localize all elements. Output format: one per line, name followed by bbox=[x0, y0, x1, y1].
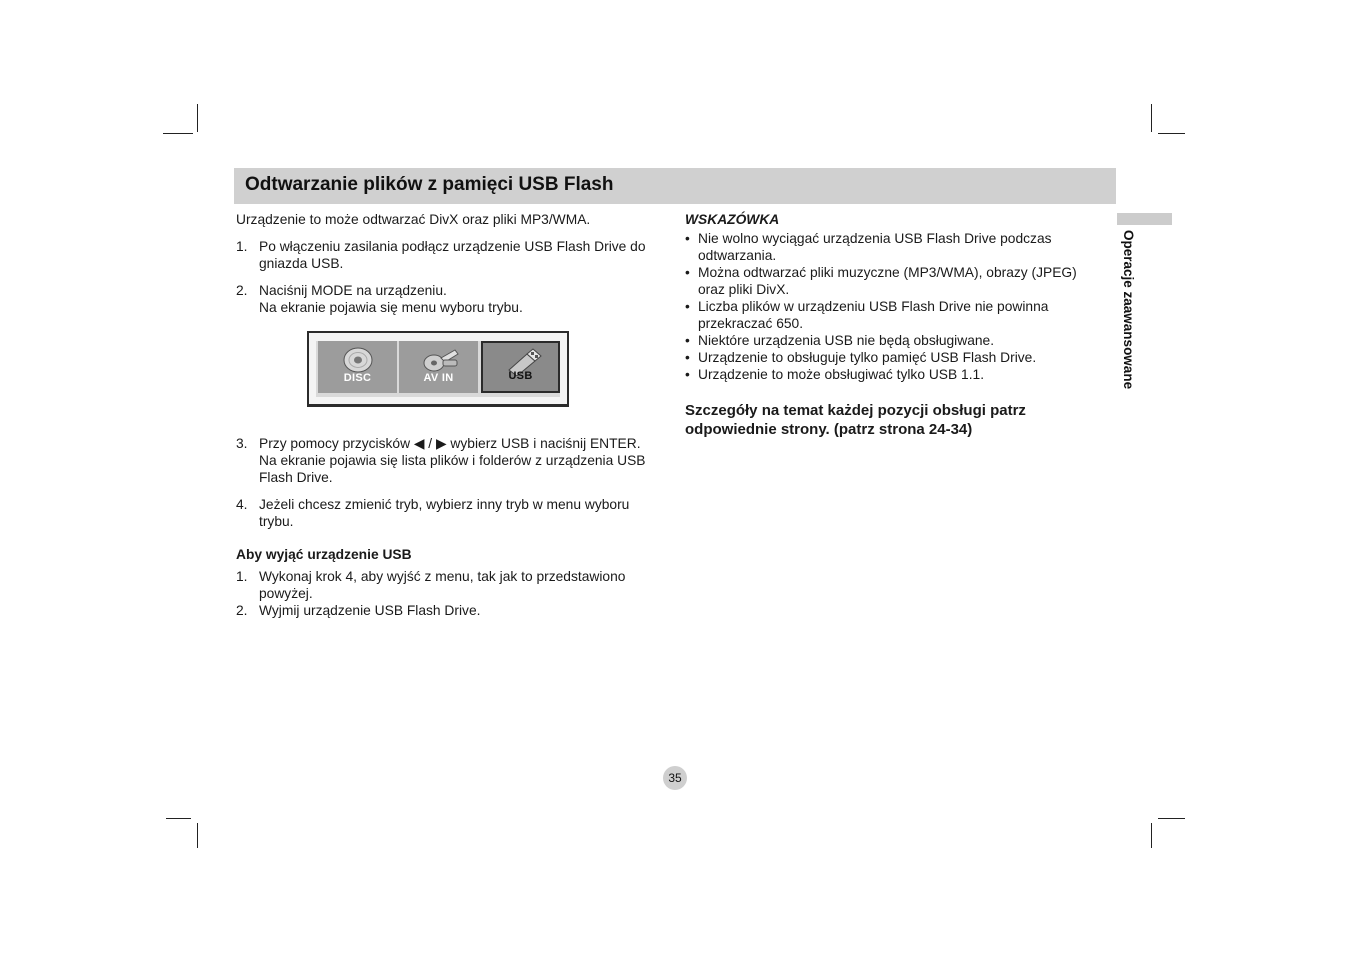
tip-bullet: • Liczba plików w urządzeniu USB Flash Drive nie powinna przekraczać 650. bbox=[685, 298, 1099, 332]
tip-bullet: • Można odtwarzać pliki muzyczne (MP3/WMA), obrazy (JPEG) oraz pliki DivX. bbox=[685, 264, 1099, 298]
step-text: Przy pomocy przycisków ◀ / ▶ wybierz USB i naciśnij ENTER. bbox=[259, 436, 641, 451]
menu-item-label: DISC bbox=[343, 372, 372, 384]
step-text: Po włączeniu zasilania podłącz urządzenie USB Flash Drive do gniazda USB. bbox=[259, 239, 646, 271]
tip-heading: WSKAZÓWKA bbox=[685, 212, 780, 227]
list-item bbox=[236, 602, 666, 619]
menu-item-av-in[interactable] bbox=[399, 341, 478, 393]
step-text: Naciśnij MODE na urządzeniu. bbox=[259, 283, 447, 298]
step-number: 1. bbox=[236, 569, 248, 584]
left-column bbox=[236, 211, 666, 619]
crop-mark bbox=[1151, 823, 1152, 848]
remove-usb-heading: Aby wyjąć urządzenie USB bbox=[236, 547, 412, 562]
crop-mark bbox=[197, 104, 198, 132]
crop-mark bbox=[1151, 104, 1152, 132]
list-item bbox=[236, 568, 666, 602]
page-title: Odtwarzanie plików z pamięci USB Flash bbox=[245, 174, 614, 195]
crop-mark bbox=[1158, 133, 1185, 134]
crop-mark bbox=[197, 823, 198, 848]
side-tab-marker bbox=[1117, 213, 1172, 225]
tip-bullet: • Nie wolno wyciągać urządzenia USB Flash Drive podczas odtwarzania. bbox=[685, 230, 1099, 264]
step-text: Wykonaj krok 4, aby wyjść z menu, tak jak to przedstawiono powyżej. bbox=[259, 569, 626, 601]
menu-item-disc[interactable] bbox=[318, 341, 397, 393]
step-number: 1. bbox=[236, 239, 248, 254]
section-header bbox=[234, 168, 1116, 204]
tip-bullet: • Urządzenie to może obsługiwać tylko USB 1.1. bbox=[685, 366, 1099, 383]
reference-note: Szczegóły na temat każdej pozycji obsługi patrz odpowiednie strony. (patrz strona 24-34) bbox=[685, 402, 1026, 438]
step-text-continued: Na ekranie pojawia się menu wyboru trybu. bbox=[259, 300, 523, 315]
menu-item-usb-selected[interactable] bbox=[481, 341, 560, 393]
step-number: 2. bbox=[236, 603, 248, 618]
crop-mark bbox=[1158, 818, 1185, 819]
intro-text: Urządzenie to może odtwarzać DivX oraz pliki MP3/WMA. bbox=[236, 212, 591, 227]
menu-item-label: USB bbox=[508, 370, 533, 382]
step-number: 3. bbox=[236, 436, 248, 451]
step-text: Jeżeli chcesz zmienić tryb, wybierz inny tryb w menu wyboru trybu. bbox=[259, 497, 630, 529]
menu-item-label: AV IN bbox=[423, 372, 454, 384]
step-text: Wyjmij urządzenie USB Flash Drive. bbox=[259, 603, 481, 618]
tip-bullet: • Niektóre urządzenia USB nie będą obsługiwane. bbox=[685, 332, 1099, 349]
tip-bullet: • Urządzenie to obsługuje tylko pamięć USB Flash Drive. bbox=[685, 349, 1099, 366]
mode-selection-menu bbox=[307, 331, 569, 407]
list-item bbox=[236, 238, 666, 272]
crop-mark bbox=[166, 818, 191, 819]
list-item bbox=[236, 282, 666, 316]
step-number: 4. bbox=[236, 497, 248, 512]
right-column bbox=[685, 211, 1099, 439]
step-number: 2. bbox=[236, 283, 248, 298]
page-number: 35 bbox=[663, 766, 687, 790]
crop-mark bbox=[163, 133, 193, 134]
list-item bbox=[236, 435, 666, 486]
side-section-label: Operacje zaawansowane bbox=[1121, 230, 1136, 390]
step-text-continued: Na ekranie pojawia się lista plików i folderów z urządzenia USB Flash Drive. bbox=[259, 453, 646, 485]
list-item bbox=[236, 496, 666, 530]
